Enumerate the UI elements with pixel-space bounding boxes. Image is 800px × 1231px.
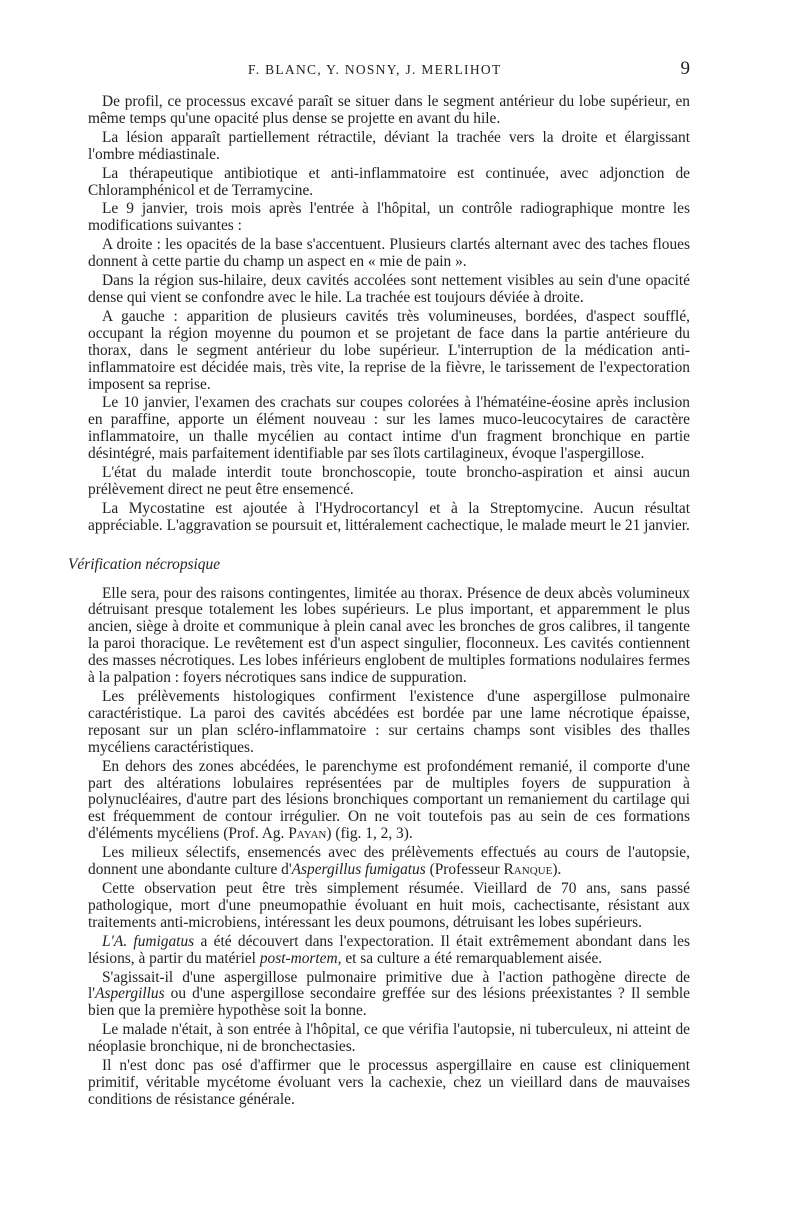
paragraph-text: ou d'une aspergillose secondaire greffée sur des lésions préexistantes ? Il semble bien que la première hypothèse soit la bonne.	[88, 985, 690, 1020]
article-body	[68, 93, 690, 1109]
paragraph: Elle sera, pour des raisons contingentes, limitée au thorax. Présence de deux abcès volumineux détruisant presque totalement les lobes supérieurs. Le plus important, et apparemment le plus ancien, siège à droite et communique à plein canal avec les bronches de gros calibres, il tangente la paroi thoracique. Le revêtement est d'un aspect singulier, floconneux. Les cavités contiennent des masses nécrotiques. Les lobes inférieurs englobent de multiples formations nodulaires fermes à la palpation : foyers nécrotiques sans indice de suppuration.	[88, 584, 690, 687]
author-name: Ranque	[503, 861, 553, 879]
paragraph: Le 9 janvier, trois mois après l'entrée à l'hôpital, un contrôle radiographique montre les modifications suivantes :	[88, 200, 690, 235]
paragraph-text: Les milieux sélectifs, ensemencés avec des prélèvements effectués au cours de l'autopsie, donnent une abondante culture d'	[88, 844, 690, 879]
paragraph: Le 10 janvier, l'examen des crachats sur coupes colorées à l'hématéine-éosine après inclusion en paraffine, apporte un élément nouveau : sur les lames muco-leucocytaires de caractère inflammatoire, un thalle mycélien au contact intime d'un fragment bronchique en partie désintégré, mais parfaitement identifiable par ses îlots cartilagineux, évoque l'aspergillose.	[88, 394, 690, 463]
paragraph-text: S'agissait-il d'une aspergillose pulmonaire primitive due à l'action pathogène directe de l'	[88, 968, 690, 1003]
paragraph: La thérapeutique antibiotique et anti-inflammatoire est continuée, avec adjonction de Chloramphénicol et de Terramycine.	[88, 164, 690, 199]
paragraph: A droite : les opacités de la base s'accentuent. Plusieurs clartés alternant avec des taches floues donnent à cette partie du champ un aspect en « mie de pain ».	[88, 236, 690, 271]
paragraph	[88, 759, 690, 844]
paragraph	[88, 934, 690, 968]
paragraph-text: En dehors des zones abcédées, le parenchyme est profondément remanié, il comporte d'une part des altérations lobulaires représentées par de multiples foyers de suppuration à polynucléaires, d'autre part des lésions bronchiques comportant un remaniement du cartilage qui est fréquemment de contour irrégulier. On ne voit toutefois pas au sein de ces formations d'éléments mycéliens (Prof. Ag.	[88, 757, 690, 843]
paragraph: Le malade n'était, à son entrée à l'hôpital, ce que vérifia l'autopsie, ni tuberculeux, ni atteint de néoplasie bronchique, ni de bronchectasies.	[88, 1021, 690, 1056]
paragraph-text: a été découvert dans l'expectoration. Il était extrêmement abondant dans les lésions, à partir du matériel	[88, 932, 690, 967]
paragraph: La lésion apparaît partiellement rétractile, déviant la trachée vers la droite et élargissant l'ombre médiastinale.	[88, 128, 690, 163]
author-name: Payan	[288, 825, 327, 843]
paragraph-text: ).	[552, 861, 562, 879]
paragraph: A gauche : apparition de plusieurs cavités très volumineuses, bordées, d'aspect soufflé, occupant la région moyenne du poumon et se projetant de face dans la partie antérieure du thorax, dans le segment antérieur du lobe supérieur. L'interruption de la médication anti-inflammatoire est décidée mais, très vite, la reprise de la fièvre, le tarissement de l'expectoration imposent sa reprise.	[88, 307, 690, 393]
species-name: L'A. fumigatus	[102, 932, 195, 950]
paragraph	[88, 970, 690, 1021]
page-header	[88, 58, 690, 86]
journal-page	[68, 58, 690, 1218]
paragraph	[88, 845, 690, 879]
italic-term: post-mortem,	[259, 949, 342, 967]
paragraph: La Mycostatine est ajoutée à l'Hydrocortancyl et à la Streptomycine. Aucun résultat appréciable. L'aggravation se poursuit et, littéralement cachectique, le malade meurt le 21 janvier.	[88, 499, 690, 534]
paragraph: De profil, ce processus excavé paraît se situer dans le segment antérieur du lobe supérieur, en même temps qu'une opacité plus dense se projette en avant du hile.	[88, 93, 690, 127]
paragraph-text: ) (fig. 1, 2, 3).	[326, 825, 413, 843]
species-name: Aspergillus fumigatus	[291, 861, 426, 879]
paragraph-text: et sa culture a été remarquablement aisée.	[341, 949, 603, 967]
paragraph: Cette observation peut être très simplement résumée. Vieillard de 70 ans, sans passé pathologique, mort d'une pneumopathie évoluant en huit mois, cachectisante, résistant aux traitements anti-microbiens, intéressant les deux poumons, détruisant les lobes supérieurs.	[88, 879, 690, 931]
paragraph-text: (Professeur	[425, 861, 504, 879]
paragraph: Dans la région sus-hilaire, deux cavités accolées sont nettement visibles au sein d'une opacité dense qui vient se confondre avec le hile. La trachée est toujours déviée à droite.	[88, 272, 690, 306]
paragraph: L'état du malade interdit toute bronchoscopie, toute broncho-aspiration et ainsi aucun prélèvement direct ne peut être ensemencé.	[88, 464, 690, 498]
running-head: F. BLANC, Y. NOSNY, J. MERLIHOT	[248, 62, 502, 77]
genus-name: Aspergillus	[95, 985, 165, 1003]
page-number: 9	[680, 58, 690, 79]
paragraph: Il n'est donc pas osé d'affirmer que le processus aspergillaire en cause est cliniquement primitif, véritable mycétome évoluant vers la cachexie, chez un vieillard dans de mauvaises conditions de résistance générale.	[88, 1057, 690, 1108]
section-heading: Vérification nécropsique	[68, 555, 221, 573]
paragraph: Les prélèvements histologiques confirment l'existence d'une aspergillose pulmonaire caractéristique. La paroi des cavités abcédées est bordée par une lame nécrotique épaisse, reposant sur un plan scléro-inflammatoire : sur certains champs sont visibles des thalles mycéliens caractéristiques.	[88, 688, 690, 756]
